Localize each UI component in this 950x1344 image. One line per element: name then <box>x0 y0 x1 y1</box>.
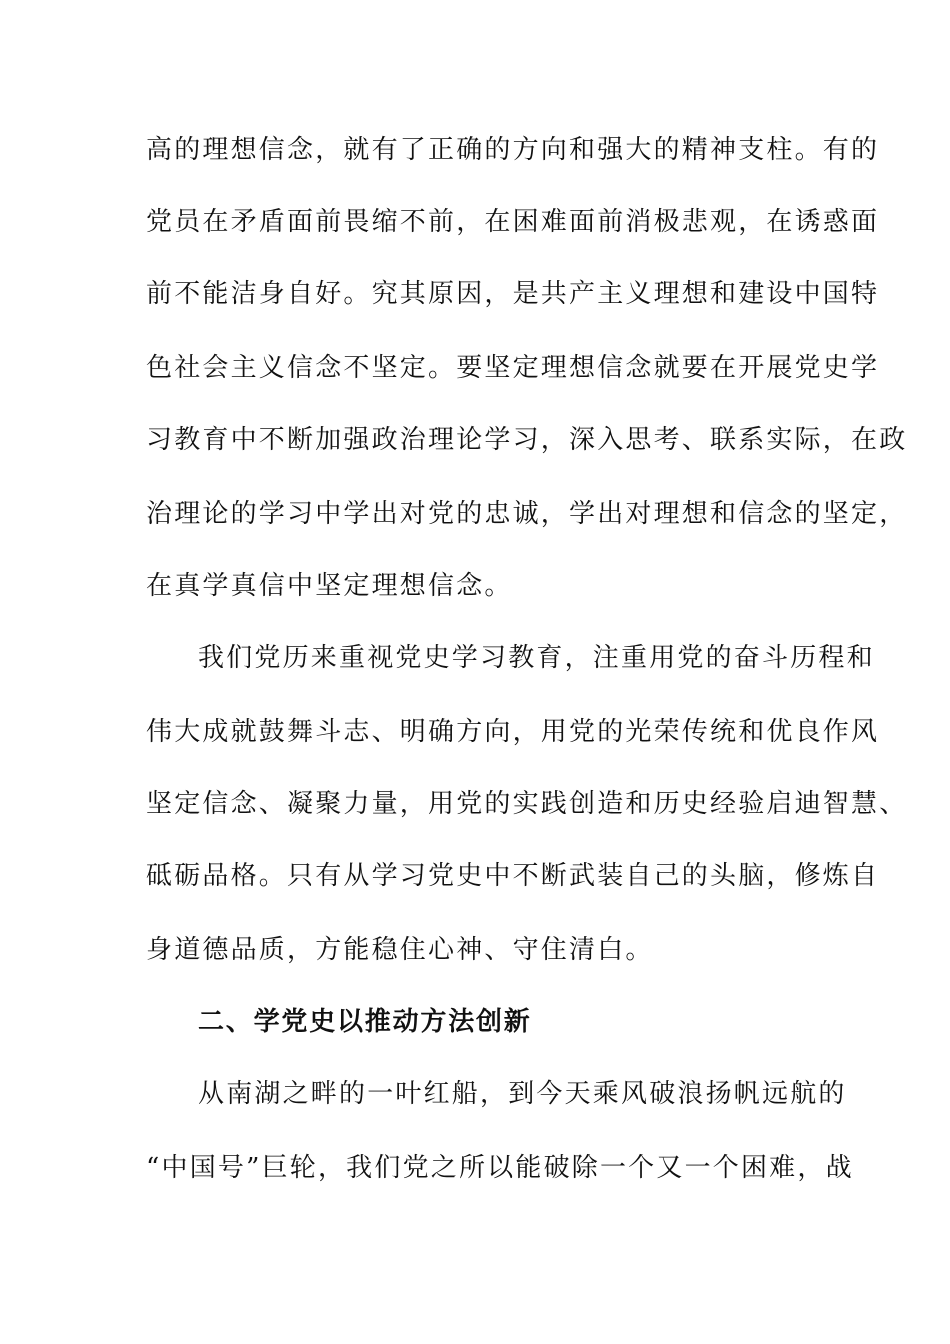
paragraph-line: 我们党历来重视党史学习教育，注重用党的奋斗历程和 <box>198 643 875 673</box>
paragraph-line: 前不能洁身自好。究其原因，是共产主义理想和建设中国特 <box>146 279 880 309</box>
paragraph-line: 色社会主义信念不坚定。要坚定理想信念就要在开展党史学 <box>146 353 880 383</box>
paragraph-line: 党员在矛盾面前畏缩不前，在困难面前消极悲观，在诱惑面 <box>146 207 880 237</box>
paragraph-line: 伟大成就鼓舞斗志、明确方向，用党的光荣传统和优良作风 <box>146 717 880 747</box>
paragraph-line: 坚定信念、凝聚力量，用党的实践创造和历史经验启迪智慧、 <box>146 789 908 819</box>
paragraph-line: 在真学真信中坚定理想信念。 <box>146 571 513 601</box>
paragraph-line: 高的理想信念，就有了正确的方向和强大的精神支柱。有的 <box>146 135 880 165</box>
paragraph-line: 砥砺品格。只有从学习党史中不断武装自己的头脑，修炼自 <box>146 861 880 891</box>
paragraph-line: 治理论的学习中学出对党的忠诚，学出对理想和信念的坚定， <box>146 499 908 529</box>
paragraph-line: 习教育中不断加强政治理论学习，深入思考、联系实际，在政 <box>146 425 908 455</box>
paragraph-line: 身道德品质，方能稳住心神、守住清白。 <box>146 935 654 965</box>
paragraph-line: “中国号”巨轮，我们党之所以能破除一个又一个困难，战 <box>146 1153 854 1183</box>
section-heading: 二、学党史以推动方法创新 <box>198 1007 532 1037</box>
paragraph-line: 从南湖之畔的一叶红船，到今天乘风破浪扬帆远航的 <box>198 1079 847 1109</box>
